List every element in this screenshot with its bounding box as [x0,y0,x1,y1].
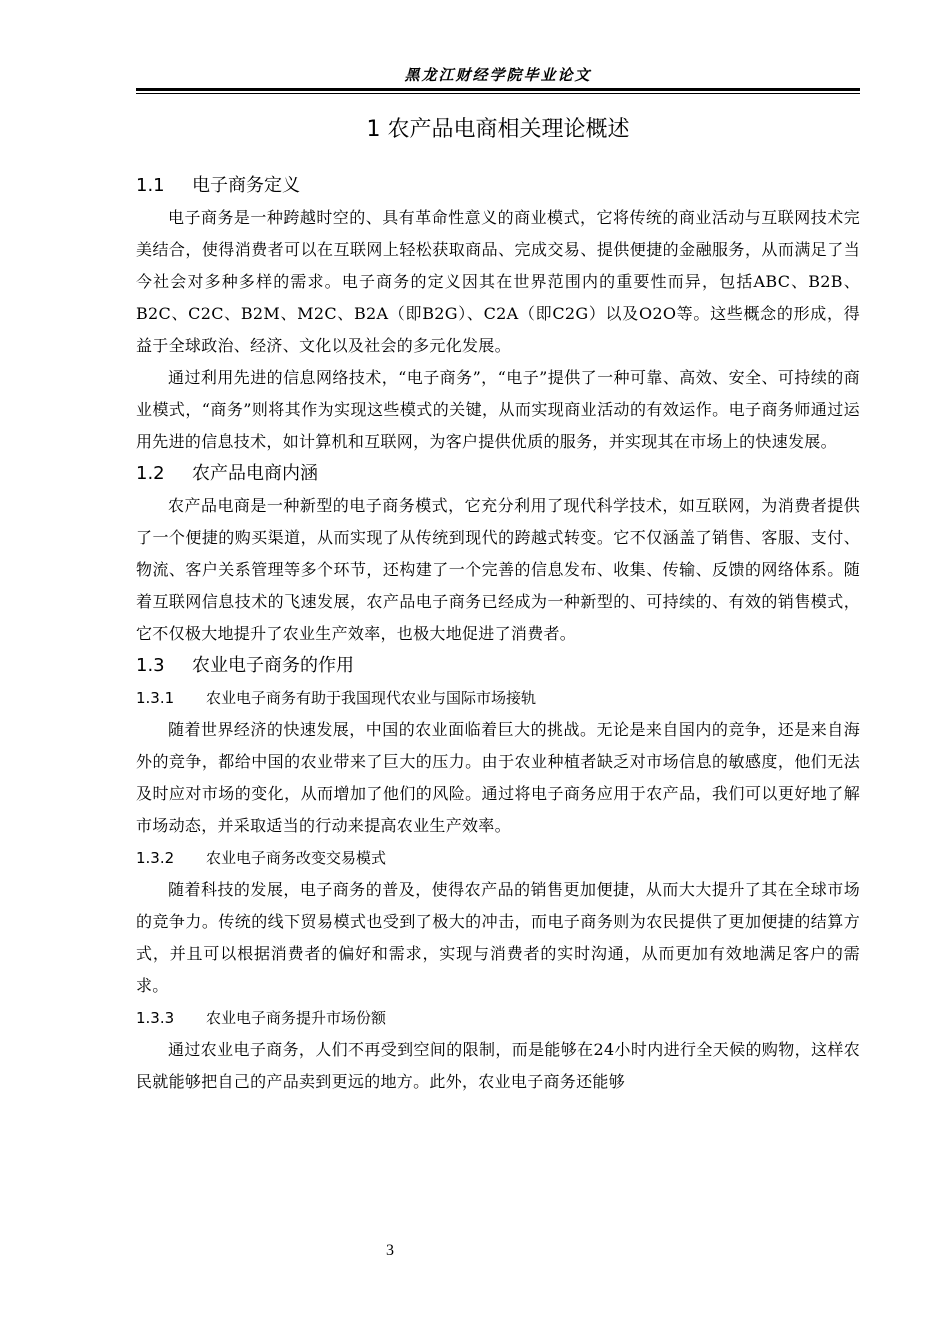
paragraph: 随着世界经济的快速发展，中国的农业面临着巨大的挑战。无论是来自国内的竞争，还是来自海外的竞争，都给中国的农业带来了巨大的压力。由于农业种植者缺乏对市场信息的敏感度，他们无法及时应对市场的变化，从而增加了他们的风险。通过将电子商务应用于农产品，我们可以更好地了解市场动态，并采取适当的行动来提高农业生产效率。 [136,720,860,835]
subsection-title: 农业电子商务有助于我国现代农业与国际市场接轨 [206,689,537,707]
section-number: 1.3 [136,655,165,676]
section-number: 1.2 [136,463,165,484]
page-content [136,112,860,1098]
section-heading-1-1 [136,170,860,202]
subsection-number: 1.3.2 [136,849,175,867]
paragraph: 通过农业电子商务，人们不再受到空间的限制，而是能够在24小时内进行全天候的购物，这样农民就能够把自己的产品卖到更远的地方。此外，农业电子商务还能够 [136,1040,860,1091]
section-heading-1-3 [136,650,860,682]
section-title: 农业电子商务的作用 [192,655,354,676]
paragraph: 电子商务是一种跨越时空的、具有革命性意义的商业模式，它将传统的商业活动与互联网技术完美结合，使得消费者可以在互联网上轻松获取商品、完成交易、提供便捷的金融服务，从而满足了当今社会对多种多样的需求。电子商务的定义因其在世界范围内的重要性而异，包括ABC、B2B、B2C、C2C、B2M、M2C、B2A（即B2G）、C2A（即C2G）以及O2O等。这些概念的形成，得益于全球政治、经济、文化以及社会的多元化发展。 [136,208,860,355]
running-header: 黑龙江财经学院毕业论文 [404,66,592,84]
section-title: 农产品电商内涵 [192,463,318,484]
subsection-heading-1-3-1 [136,682,860,714]
paragraph: 通过利用先进的信息网络技术，“电子商务”，“电子”提供了一种可靠、高效、安全、可持续的商业模式，“商务”则将其作为实现这些模式的关键，从而实现商业活动的有效运作。电子商务师通过运用先进的信息技术，如计算机和互联网，为客户提供优质的服务，并实现其在市场上的快速发展。 [136,368,860,451]
section-number: 1.1 [136,175,165,196]
paragraph: 农产品电商是一种新型的电子商务模式，它充分利用了现代科学技术，如互联网，为消费者提供了一个便捷的购买渠道，从而实现了从传统到现代的跨越式转变。它不仅涵盖了销售、客服、支付、物流、客户关系管理等多个环节，还构建了一个完善的信息发布、收集、传输、反馈的网络体系。随着互联网信息技术的飞速发展，农产品电子商务已经成为一种新型的、可持续的、有效的销售模式，它不仅极大地提升了农业生产效率，也极大地促进了消费者。 [136,496,860,643]
paragraph: 随着科技的发展，电子商务的普及，使得农产品的销售更加便捷，从而大大提升了其在全球市场的竞争力。传统的线下贸易模式也受到了极大的冲击，而电子商务则为农民提供了更加便捷的结算方式，并且可以根据消费者的偏好和需求，实现与消费者的实时沟通，从而更加有效地满足客户的需求。 [136,880,860,995]
page-number: 3 [386,1242,394,1259]
subsection-heading-1-3-2 [136,842,860,874]
subsection-number: 1.3.3 [136,1009,175,1027]
header-rule-thin [136,93,860,94]
subsection-number: 1.3.1 [136,689,175,707]
section-title: 电子商务定义 [192,175,300,196]
subsection-title: 农业电子商务提升市场份额 [206,1009,387,1027]
subsection-heading-1-3-3 [136,1002,860,1034]
chapter-title: 1 农产品电商相关理论概述 [366,117,630,142]
subsection-title: 农业电子商务改变交易模式 [206,849,387,867]
header-rule-thick [136,88,860,91]
section-heading-1-2 [136,458,860,490]
